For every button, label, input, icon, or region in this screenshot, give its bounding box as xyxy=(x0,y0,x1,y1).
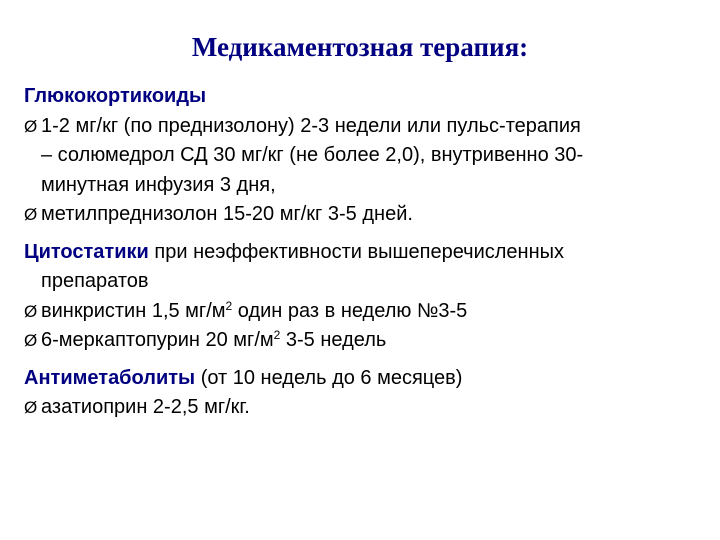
arrow-bullet-icon: Ø xyxy=(24,205,38,224)
arrow-bullet-icon: Ø xyxy=(24,331,38,350)
glucocorticoids-item-2 xyxy=(24,200,704,230)
glucocorticoids-item-1-line-2: – солюмедрол СД 30 мг/кг (не более 2,0), внутривенно 30- xyxy=(41,144,584,166)
glucocorticoids-item-2-text: метилпреднизолон 15-20 мг/кг 3-5 дней. xyxy=(41,203,413,225)
cytostatics-item-2 xyxy=(24,326,704,356)
cytostatics-item-2-pre: 6-меркаптопурин 20 мг/м xyxy=(41,329,274,351)
glucocorticoids-item-1-line-1: 1-2 мг/кг (по преднизолону) 2-3 недели или пульс-терапия xyxy=(41,114,581,137)
cytostatics-item-2-post: 3-5 недель xyxy=(280,329,387,351)
glucocorticoids-heading: Глюкокортикоиды xyxy=(24,85,207,107)
antimetabolites-heading-line xyxy=(24,364,704,394)
cytostatics-item-1-pre: винкристин 1,5 мг/м xyxy=(41,299,226,322)
antimetabolites-section xyxy=(24,364,704,423)
arrow-bullet-icon: Ø xyxy=(24,301,38,321)
cytostatics-item-1 xyxy=(24,297,704,327)
glucocorticoids-item-1 xyxy=(24,112,704,201)
antimetabolites-item-1-text: азатиоприн 2-2,5 мг/кг. xyxy=(41,396,250,418)
cytostatics-heading: Цитостатики xyxy=(24,240,149,263)
glucocorticoids-section xyxy=(24,82,704,230)
antimetabolites-item-1 xyxy=(24,393,704,423)
cytostatics-section xyxy=(24,238,704,356)
cytostatics-heading-line xyxy=(24,238,704,268)
slide-title: Медикаментозная терапия: xyxy=(191,32,529,62)
antimetabolites-heading: Антиметаболиты xyxy=(24,366,196,389)
cytostatics-item-1-post: один раз в неделю №3-5 xyxy=(232,299,468,322)
cytostatics-heading-cont: препаратов xyxy=(41,270,149,292)
glucocorticoids-item-1-line-3: минутная инфузия 3 дня, xyxy=(41,173,276,196)
cytostatics-item-1-sup: 2 xyxy=(225,298,233,313)
arrow-bullet-icon: Ø xyxy=(24,116,38,136)
cytostatics-heading-rest: при неэффективности вышеперечисленных xyxy=(148,240,565,263)
arrow-bullet-icon: Ø xyxy=(24,398,38,417)
antimetabolites-heading-rest: (от 10 недель до 6 месяцев) xyxy=(195,366,463,389)
glucocorticoids-heading-line xyxy=(24,82,704,112)
cytostatics-item-2-sup: 2 xyxy=(273,328,281,342)
slide-content xyxy=(24,82,704,431)
